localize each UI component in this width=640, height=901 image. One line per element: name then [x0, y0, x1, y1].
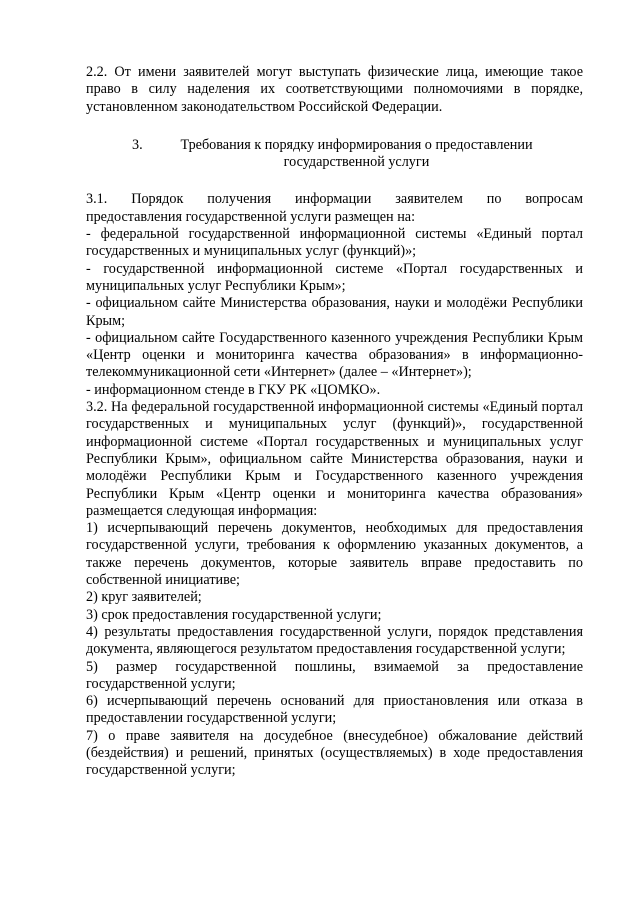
- list-item: - официальном сайте Государственного казенного учреждения Республики Крым «Центр оценки и мониторинга качества образования» в информационно-телекоммуникационной сети «Интернет» (далее – «Интернет»);: [86, 329, 583, 381]
- list-item: - официальном сайте Министерства образования, науки и молодёжи Республики Крым;: [86, 295, 583, 329]
- section-title: [168, 137, 583, 172]
- list-item: 2) круг заявителей;: [86, 589, 202, 606]
- section-title-line-1: Требования к порядку информирования о предоставлении: [180, 136, 533, 153]
- section-title-line-2: государственной услуги: [283, 154, 430, 171]
- list-item: - государственной информационной системе «Портал государственных и муниципальных услуг Республики Крым»;: [86, 260, 583, 294]
- paragraph-3-1-intro-line-2: предоставления государственной услуги размещен на:: [86, 208, 416, 225]
- list-item: 6) исчерпывающий перечень оснований для приостановления или отказа в предоставлении государственной услуги;: [86, 693, 583, 727]
- paragraph-3-1-intro-line-1: 3.1. Порядок получения информации заявителем по вопросам: [86, 191, 583, 208]
- section-number: 3.: [132, 136, 143, 153]
- document-page: [86, 64, 583, 780]
- list-item: 7) о праве заявителя на досудебное (внесудебное) обжалование действий (бездействия) и решений, принятых (осуществляемых) в ходе предоставления государственной услуги;: [86, 727, 583, 779]
- paragraph-2-2: 2.2. От имени заявителей могут выступать физические лица, имеющие такое право в силу наделения их соответствующими полномочиями в порядке, установленном законодательством Российской Федерации.: [86, 64, 583, 115]
- list-item: 5) размер государственной пошлины, взимаемой за предоставление государственной услуги;: [86, 658, 583, 692]
- section-3-heading: [86, 137, 583, 172]
- list-item: - информационном стенде в ГКУ РК «ЦОМКО».: [86, 381, 381, 398]
- list-item: - федеральной государственной информационной системы «Единый портал государственных и муниципальных услуг (функций)»;: [86, 226, 583, 260]
- list-item: 3) срок предоставления государственной услуги;: [86, 606, 382, 623]
- list-item: 4) результаты предоставления государственной услуги, порядок представления документа, являющегося результатом предоставления государственной услуги;: [86, 623, 583, 658]
- list-item: 1) исчерпывающий перечень документов, необходимых для предоставления государственной услуги, требования к оформлению указанных документов, а также перечень документов, которые заявитель вправе предоставить по собственной инициативе;: [86, 520, 583, 589]
- paragraph-3-2: 3.2. На федеральной государственной информационной системы «Единый портал государственных и муниципальных услуг (функций)», государственной информационной системе «Портал государственных и муниципальных услуг Республики Крым», официальном сайте Министерства образования, науки и молодёжи Республики Крым и Государственного казенного учреждения Республики Крым «Центр оценки и мониторинга качества образования» размещается следующая информация:: [86, 399, 583, 519]
